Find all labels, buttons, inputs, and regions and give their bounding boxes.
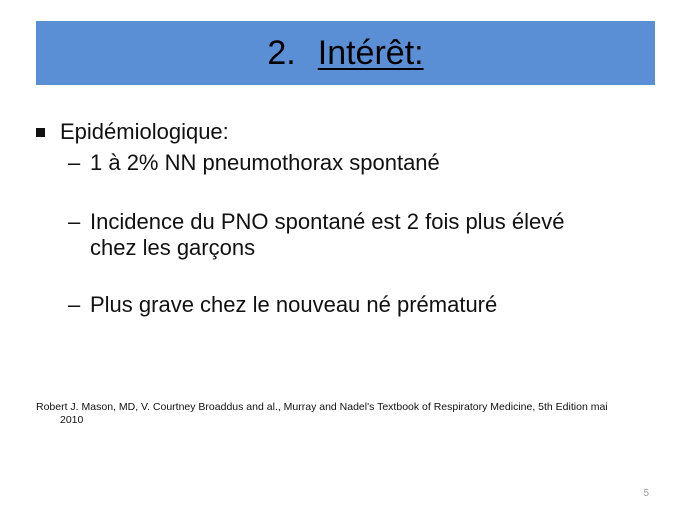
dash-bullet-icon: – (68, 150, 81, 175)
slide-body (36, 118, 656, 318)
sub-item (36, 209, 656, 261)
bullet-item (36, 118, 656, 146)
slide-title (267, 36, 423, 70)
sub-item (36, 150, 656, 176)
page-number: 5 (643, 488, 649, 499)
title-number: 2. (267, 34, 296, 72)
dash-bullet-icon: – (68, 209, 81, 234)
title-text: Intérêt: (317, 34, 424, 72)
sub-item-text: Plus grave chez le nouveau né prématuré (90, 292, 498, 317)
sub-item-text: 1 à 2% NN pneumothorax spontané (90, 150, 440, 175)
reference-note (36, 401, 662, 427)
reference-line-2: 2010 (60, 414, 84, 426)
sub-item-text-continued: chez les garçons (90, 235, 256, 260)
title-bar (36, 21, 655, 85)
reference-line-1: Robert J. Mason, MD, V. Courtney Broaddus and al., Murray and Nadel's Textbook of Respiratory Medicine, 5th Edition mai (36, 401, 608, 413)
sub-item (36, 292, 656, 318)
dash-bullet-icon: – (68, 292, 81, 317)
square-bullet-icon (36, 128, 45, 137)
bullet-text: Epidémiologique: (60, 119, 229, 144)
sub-item-text: Incidence du PNO spontané est 2 fois plus élevé (90, 209, 565, 234)
